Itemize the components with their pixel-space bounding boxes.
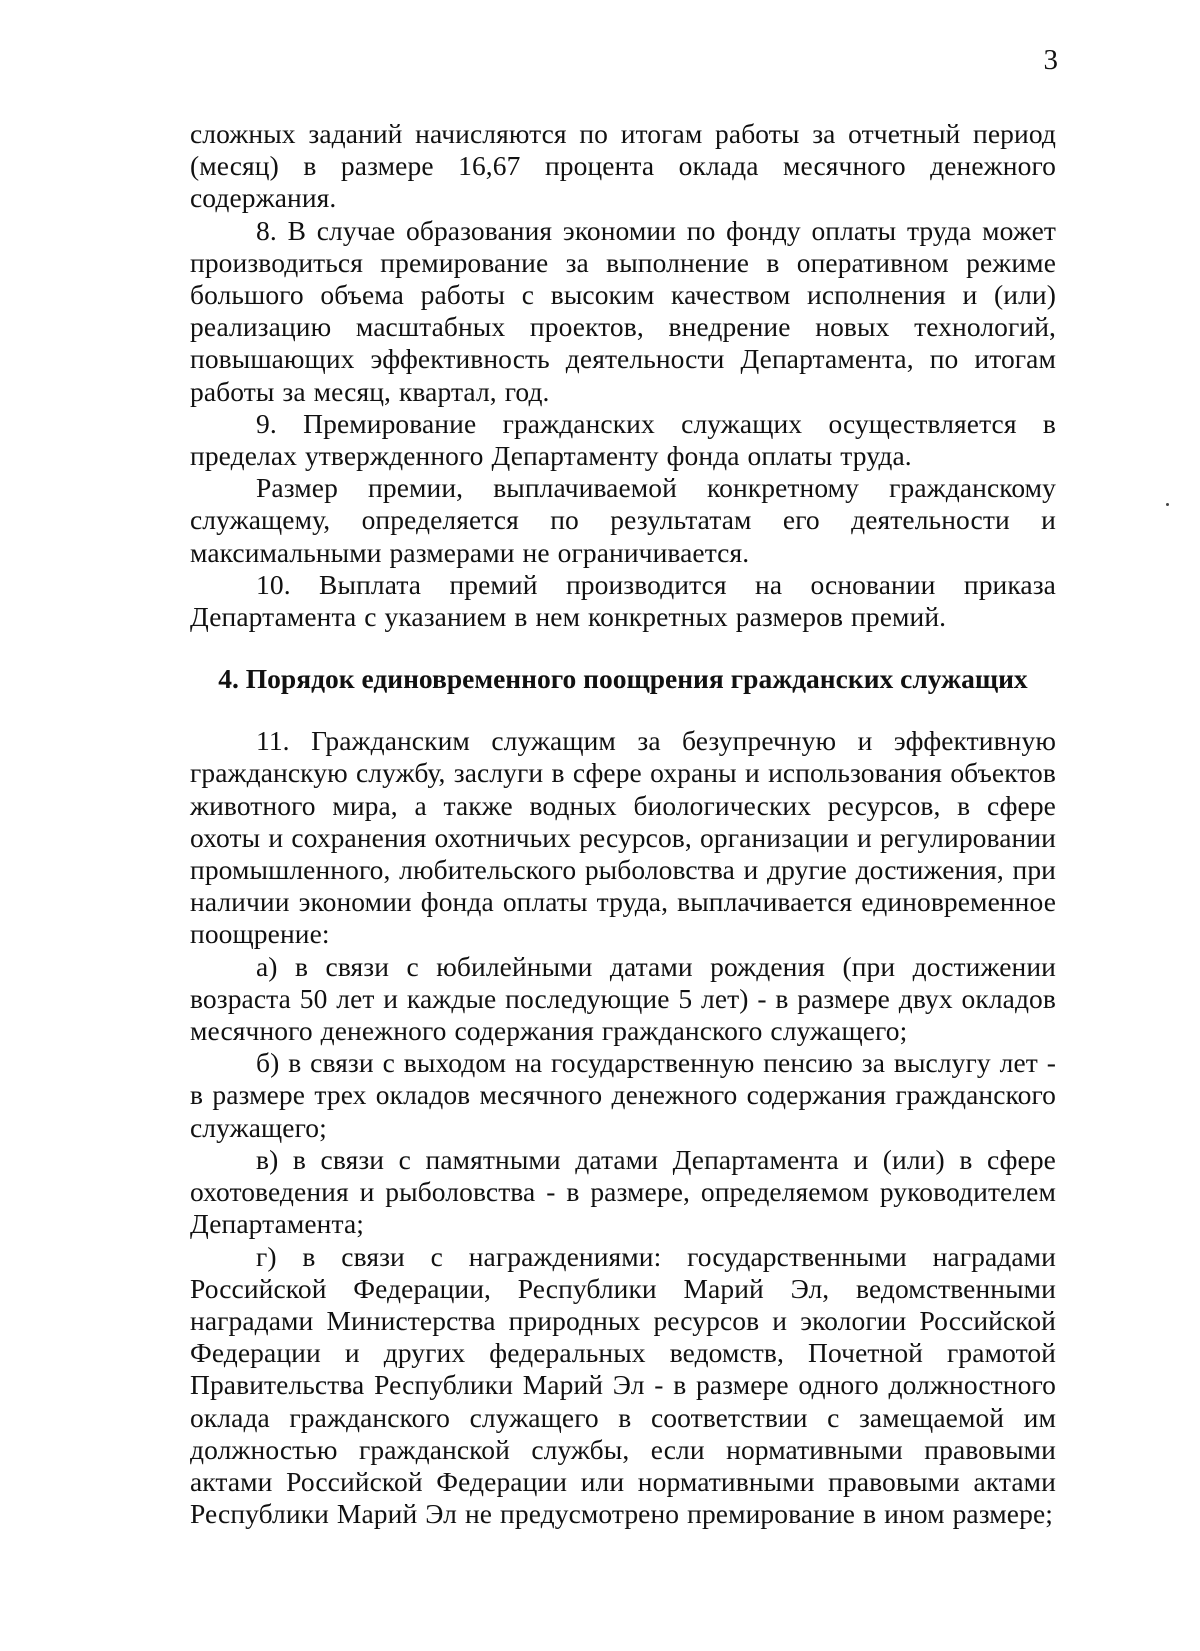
paragraph: 9. Премирование гражданских служащих осуществляется в пределах утвержденного Департаменту фонда оплаты труда. <box>190 407 1056 472</box>
list-item: г) в связи с награждениями: государственными наградами Российской Федерации, Республики Марий Эл, ведомственными наградами Министерства природных ресурсов и экологии Российской Федерации и других федеральных ведомств, Почетной грамотой Правительства Республики Марий Эл - в размере одного должностного оклада гражданского служащего в соответствии с замещаемой им должностью гражданской службы, если нормативными правовыми актами Российской Федерации или нормативными правовыми актами Республики Марий Эл не предусмотрено премирование в ином размере; <box>190 1240 1056 1530</box>
list-item: в) в связи с памятными датами Департамента и (или) в сфере охотоведения и рыболовства - в размере, определяемом руководителем Департамента; <box>190 1143 1056 1240</box>
paragraph: сложных заданий начисляются по итогам работы за отчетный период (месяц) в размере 16,67 процента оклада месячного денежного содержания. <box>190 118 1056 214</box>
list-item: а) в связи с юбилейными датами рождения (при достижении возраста 50 лет и каждые последующие 5 лет) - в размере двух окладов месячного денежного содержания гражданского служащего; <box>190 950 1056 1047</box>
paragraph: 11. Гражданским служащим за безупречную и эффективную гражданскую службу, заслуги в сфере охраны и использования объектов животного мира, а также водных биологических ресурсов, в сфере охоты и сохранения охотничьих ресурсов, организации и регулировании промышленного, любительского рыболовства и другие достижения, при наличии экономии фонда оплаты труда, выплачивается единовременное поощрение: <box>190 725 1056 950</box>
list-item: б) в связи с выходом на государственную пенсию за выслугу лет - в размере трех окладов месячного денежного содержания гражданского служащего; <box>190 1047 1056 1143</box>
page-number: 3 <box>1043 44 1058 76</box>
paragraph: 8. В случае образования экономии по фонду оплаты труда может производиться премирование за выполнение в оперативном режиме большого объема работы с высоким качеством исполнения и (или) реализацию масштабных проектов, внедрение новых технологий, повышающих эффективность деятельности Департамента, по итогам работы за месяц, квартал, год. <box>190 214 1056 407</box>
paragraph: 10. Выплата премий производится на основании приказа Департамента с указанием в нем конкретных размеров премий. <box>190 568 1056 633</box>
scan-speck <box>1166 503 1169 506</box>
document-body <box>190 118 1056 1530</box>
section-heading: 4. Порядок единовременного поощрения гражданских служащих <box>218 663 1028 695</box>
paragraph: Размер премии, выплачиваемой конкретному гражданскому служащему, определяется по результатам его деятельности и максимальными размерами не ограничивается. <box>190 472 1056 568</box>
